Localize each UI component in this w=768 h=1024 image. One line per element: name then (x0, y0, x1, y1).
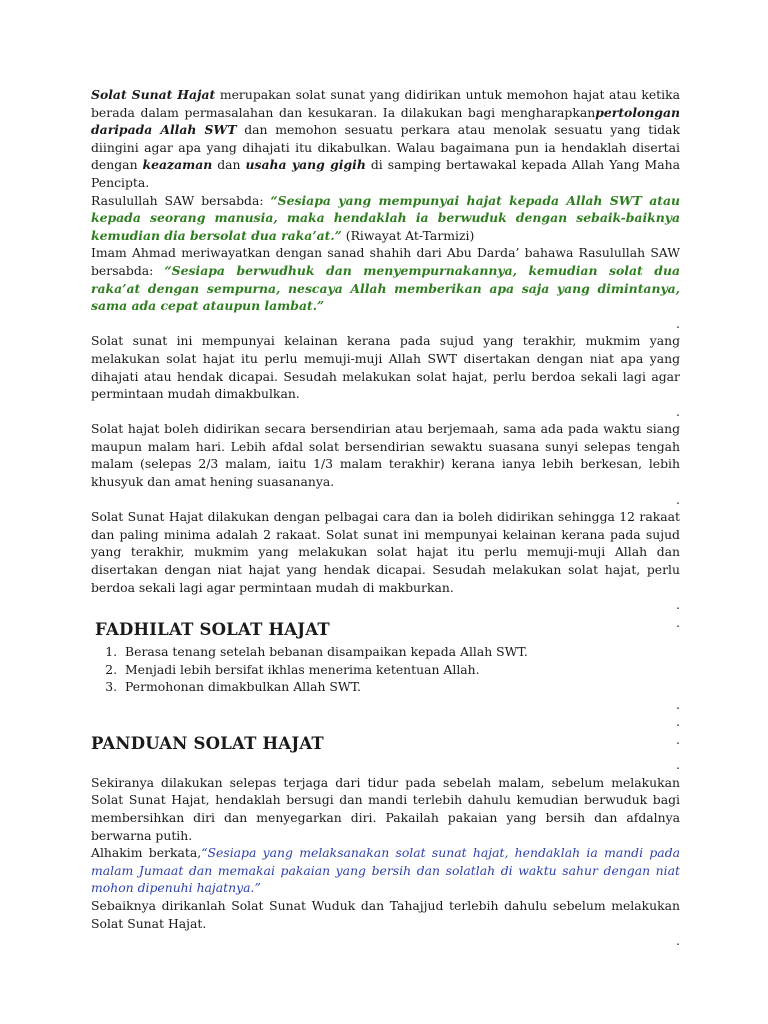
list-item: 3. Permohonan dimakbulkan Allah SWT. (121, 678, 680, 696)
hadith-quote: “Sesiapa yang mempunyai hajat kepada Allah SWT atau kepada seorang manusia, maka hendaklah ia berwuduk dengan sebaik-baiknya kemudian dia bersolat dua raka’at.” (91, 192, 681, 243)
alhakim-quote: “Sesiapa yang melaksanakan solat sunat hajat, hendaklah ia mandi pada malam Jumaat dan memakai pakaian yang bersih dan solatlah di waktu sahur dengan niat mohon dipenuhi hajatnya.” (91, 845, 681, 896)
list-item: 2. Menjadi lebih bersifat ikhlas menerima ketentuan Allah. (121, 661, 680, 679)
dot-marker: . (676, 757, 680, 773)
panduan-paragraph-2: Alhakim berkata,“Sesiapa yang melaksanakan solat sunat hajat, hendaklah ia mandi pada malam Jumaat dan memakai pakaian yang bersih dan solatlah di waktu sahur dengan niat mohon dipenuhi hajatnya.” (91, 845, 681, 896)
dot-marker: . (676, 614, 680, 630)
paragraph-cara: Solat Sunat Hajat dilakukan dengan pelbagai cara dan ia boleh didirikan sehingga 12 rakaat dan paling minima adalah 2 rakaat. Solat sunat ini mempunyai kelainan kerana pada sujud yang terakhir, mukmim yang melakukan solat hajat itu perlu memuji-muji Allah dan disertakan dengan niat hajat yang hendak dicapai. Sesudah melakukan solat hajat, perlu berdoa sekali lagi agar permintaan mudah di makburkan. (91, 509, 680, 595)
fadhilat-list (91, 643, 680, 696)
dot-marker: . (676, 714, 680, 730)
paragraph-berjemaah: Solat hajat boleh didirikan secara bersendirian atau berjemaah, sama ada pada waktu siang maupun malam hari. Lebih afdal solat bersendirian sewaktu suasana sunyi selepas tengah malam (selepas 2/3 malam, iaitu 1/3 malam terakhir) kerana ianya lebih berkesan, lebih khusyuk dan amat hening suasananya. (91, 421, 680, 490)
heading-panduan: PANDUAN SOLAT HAJAT (91, 733, 324, 753)
dot-marker: . (676, 491, 680, 507)
dot-marker: . (676, 731, 680, 747)
dot-marker: . (676, 696, 680, 712)
dot-marker: . (676, 933, 680, 949)
paragraph-sujud: Solat sunat ini mempunyai kelainan kerana pada sujud yang terakhir, mukmim yang melakukan solat hajat itu perlu memuji-muji Allah SWT disertakan dengan niat apa yang dihajati atau hendak dicapai. Sesudah melakukan solat hajat, perlu berdoa sekali lagi agar permintaan mudah dimakbulkan. (91, 333, 680, 402)
intro-paragraph: Solat Sunat Hajat merupakan solat sunat yang didirikan untuk memohon hajat atau ketika berada dalam permasalahan dan kesukaran. Ia dilakukan bagi mengharapkanpertolongan daripada Allah SWT dan memohon sesuatu perkara atau menolak sesuatu yang tidak diingini agar apa yang dihajati itu dikabulkan. Walau bagaimana pun ia hendaklah disertai dengan keazaman dan usaha yang gigih di samping bertawakal kepada Allah Yang Maha Pencipta. (91, 87, 681, 190)
hadith-tarmizi: Rasulullah SAW bersabda: “Sesiapa yang mempunyai hajat kepada Allah SWT atau kepada seorang manusia, maka hendaklah ia berwuduk dengan sebaik-baiknya kemudian dia bersolat dua raka’at.” (Riwayat At-Tarmizi) (91, 192, 681, 243)
heading-fadhilat: FADHILAT SOLAT HAJAT (95, 620, 330, 640)
panduan-paragraph-3: Sebaiknya dirikanlah Solat Sunat Wuduk dan Tahajjud terlebih dahulu sebelum melakukan Solat Sunat Hajat. (91, 897, 680, 931)
panduan-paragraph-1: Sekiranya dilakukan selepas terjaga dari tidur pada sebelah malam, sebelum melakukan Solat Sunat Hajat, hendaklah bersugi dan mandi terlebih dahulu kemudian berwuduk bagi membersihkan diri dan menyegarkan diri. Pakailah pakaian yang bersih dan afdalnya berwarna putih. (91, 774, 680, 843)
hadith-abu-darda: Imam Ahmad meriwayatkan dengan sanad shahih dari Abu Darda’ bahawa Rasulullah SAW bersabda: “Sesiapa berwudhuk dan menyempurnakannya, kemudian solat dua raka’at dengan sempurna, nescaya Allah memberikan apa saja yang dimintanya, sama ada cepat ataupun lambat.” (91, 245, 680, 314)
hadith-source: (Riwayat At-Tarmizi) (341, 227, 475, 243)
dot-marker: . (676, 315, 680, 331)
intro-title: Solat Sunat Hajat (91, 87, 216, 102)
dot-marker: . (676, 403, 680, 419)
hadith-quote: “Sesiapa berwudhuk dan menyempurnakannya, kemudian solat dua raka’at dengan sempurna, nescaya Allah memberikan apa saja yang dimintanya, sama ada cepat ataupun lambat.” (91, 262, 680, 314)
list-item: 1. Berasa tenang setelah bebanan disampaikan kepada Allah SWT. (121, 643, 680, 661)
dot-marker: . (676, 597, 680, 613)
